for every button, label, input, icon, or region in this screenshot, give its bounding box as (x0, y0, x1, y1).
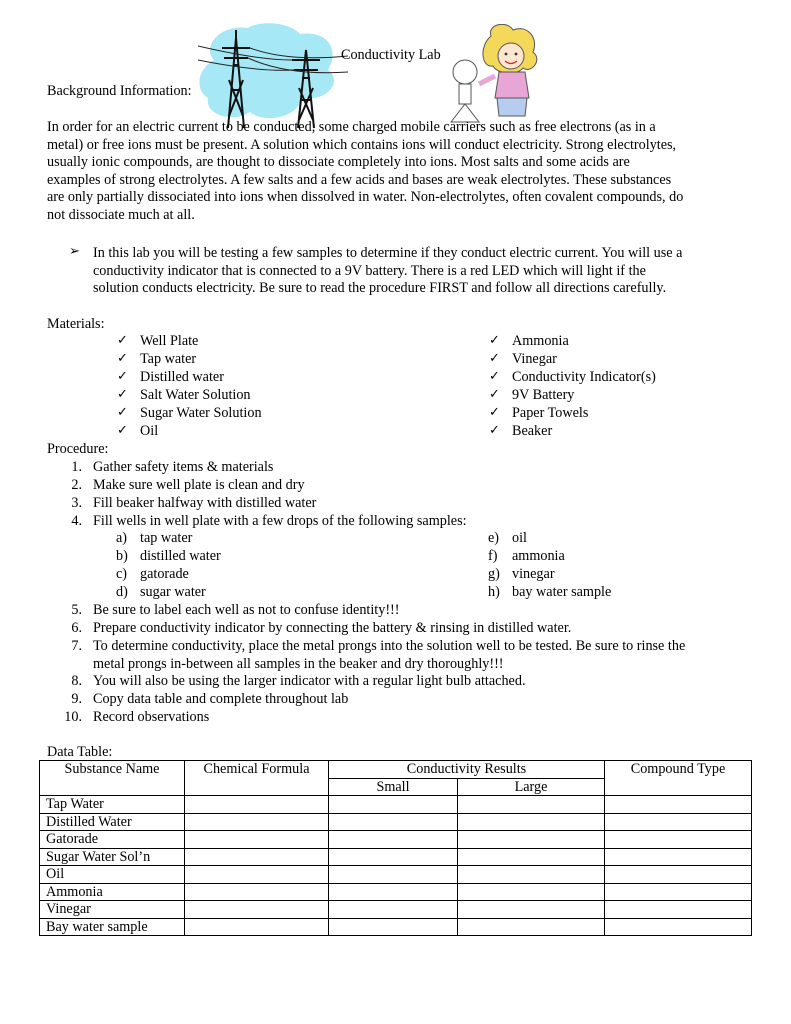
instructions-line: conductivity indicator that is connected to a 9V battery. There is a red LED which will light if the (93, 262, 646, 279)
background-line: metal) or free ions must be present. A solution which contains ions will conduct electricity. Strong electrolytes, (47, 136, 677, 153)
sample-letter: h) (488, 584, 500, 600)
formula-cell[interactable] (185, 831, 329, 849)
formula-cell[interactable] (185, 813, 329, 831)
large-cell[interactable] (458, 883, 605, 901)
instructions-line: In this lab you will be testing a few samples to determine if they conduct electric current. You will use a (93, 245, 683, 261)
sample-letter: a) (116, 530, 128, 546)
small-cell[interactable] (329, 918, 458, 936)
procedure-step: Prepare conductivity indicator by connecting the battery & rinsing in distilled water. (93, 620, 572, 636)
large-cell[interactable] (458, 918, 605, 936)
material-item: Oil (140, 423, 159, 439)
sample-name: bay water sample (512, 584, 612, 600)
table-row (40, 831, 752, 849)
check-icon: ✓ (117, 387, 128, 402)
step-number: 5. (71, 602, 82, 618)
check-icon: ✓ (489, 387, 500, 402)
table-row (40, 883, 752, 901)
substance-cell: Distilled Water (40, 813, 185, 831)
check-icon: ✓ (117, 405, 128, 420)
compound-cell[interactable] (605, 848, 752, 866)
arrow-bullet-icon: ➢ (69, 244, 80, 259)
step-number: 6. (71, 620, 82, 636)
step-number: 4. (71, 513, 82, 529)
background-line: In order for an electric current to be conducted, some charged mobile carriers such as free electrons (as in a (47, 119, 656, 135)
material-item: Salt Water Solution (140, 387, 251, 403)
sample-name: ammonia (512, 548, 565, 564)
compound-cell[interactable] (605, 796, 752, 814)
page-title: Conductivity Lab (341, 47, 441, 63)
background-paragraph (47, 119, 752, 225)
compound-cell[interactable] (605, 813, 752, 831)
procedure-step: Fill wells in well plate with a few drops of the following samples: (93, 513, 467, 529)
small-cell[interactable] (329, 883, 458, 901)
step-number: 3. (71, 495, 82, 511)
procedure-step: Copy data table and complete throughout lab (93, 691, 349, 707)
material-item: Tap water (140, 351, 197, 367)
col-header-compound: Compound Type (605, 761, 752, 796)
table-row (40, 796, 752, 814)
formula-cell[interactable] (185, 848, 329, 866)
check-icon: ✓ (117, 351, 128, 366)
compound-cell[interactable] (605, 883, 752, 901)
procedure-step: Be sure to label each well as not to confuse identity!!! (93, 602, 400, 618)
background-line: not dissociate much at all. (47, 206, 195, 223)
substance-cell: Bay water sample (40, 918, 185, 936)
check-icon: ✓ (489, 423, 500, 438)
check-icon: ✓ (489, 351, 500, 366)
small-cell[interactable] (329, 831, 458, 849)
power-tower-clipart (198, 20, 348, 130)
material-item: Well Plate (140, 333, 199, 349)
background-line: are only partially dissociated into ions when dissolved in water. Non-electrolytes, often covalent compounds, do (47, 189, 684, 206)
check-icon: ✓ (117, 423, 128, 438)
large-cell[interactable] (458, 831, 605, 849)
material-item: 9V Battery (512, 387, 575, 403)
small-cell[interactable] (329, 901, 458, 919)
step-number: 7. (71, 638, 82, 654)
instructions-line: solution conducts electricity. Be sure to read the procedure FIRST and follow all directions carefully. (93, 280, 667, 297)
substance-cell: Vinegar (40, 901, 185, 919)
sample-letter: c) (116, 566, 128, 582)
check-icon: ✓ (489, 369, 500, 384)
substance-cell: Oil (40, 866, 185, 884)
sample-letter: f) (488, 548, 498, 564)
material-item: Paper Towels (512, 405, 589, 421)
step-number: 1. (71, 459, 82, 475)
large-cell[interactable] (458, 796, 605, 814)
small-cell[interactable] (329, 796, 458, 814)
table-row (40, 901, 752, 919)
step-number: 9. (71, 691, 82, 707)
large-cell[interactable] (458, 866, 605, 884)
instructions-paragraph (93, 245, 743, 298)
material-item: Sugar Water Solution (140, 405, 262, 421)
substance-cell: Tap Water (40, 796, 185, 814)
sample-name: oil (512, 530, 527, 546)
compound-cell[interactable] (605, 918, 752, 936)
check-icon: ✓ (117, 369, 128, 384)
small-cell[interactable] (329, 866, 458, 884)
check-icon: ✓ (117, 333, 128, 348)
step-number: 2. (71, 477, 82, 493)
material-item: Conductivity Indicator(s) (512, 369, 656, 385)
procedure-step: Fill beaker halfway with distilled water (93, 495, 317, 511)
sample-letter: b) (116, 548, 128, 564)
compound-cell[interactable] (605, 901, 752, 919)
procedure-heading: Procedure: (47, 441, 109, 457)
check-icon: ✓ (489, 333, 500, 348)
background-line: examples of strong electrolytes. A few salts and a few acids and bases are weak electrolytes. These substances (47, 171, 672, 188)
large-cell[interactable] (458, 813, 605, 831)
col-header-large: Large (458, 778, 605, 796)
procedure-step: Record observations (93, 709, 210, 725)
substance-cell: Ammonia (40, 883, 185, 901)
compound-cell[interactable] (605, 831, 752, 849)
sample-name: sugar water (140, 584, 206, 600)
col-header-conductivity: Conductivity Results (329, 761, 605, 779)
materials-heading: Materials: (47, 316, 105, 332)
material-item: Beaker (512, 423, 553, 439)
procedure-step: Make sure well plate is clean and dry (93, 477, 305, 493)
sample-name: distilled water (140, 548, 221, 564)
substance-cell: Gatorade (40, 831, 185, 849)
background-line: usually ionic compounds, are thought to dissociate completely into ions. Most salts and some acids are (47, 154, 630, 171)
procedure-step: You will also be using the larger indicator with a regular light bulb attached. (93, 673, 526, 689)
col-header-substance: Substance Name (40, 761, 185, 796)
formula-cell[interactable] (185, 866, 329, 884)
material-item: Distilled water (140, 369, 224, 385)
procedure-step: To determine conductivity, place the metal prongs into the solution well to be tested. Be sure to rinse the (93, 638, 686, 654)
background-heading: Background Information: (47, 83, 192, 99)
sample-name: gatorade (140, 566, 189, 582)
large-cell[interactable] (458, 901, 605, 919)
table-row (40, 813, 752, 831)
step-number: 8. (71, 673, 82, 689)
check-icon: ✓ (489, 405, 500, 420)
formula-cell[interactable] (185, 918, 329, 936)
formula-cell[interactable] (185, 796, 329, 814)
large-cell[interactable] (458, 848, 605, 866)
col-header-small: Small (329, 778, 458, 796)
compound-cell[interactable] (605, 866, 752, 884)
table-header-row (40, 761, 752, 779)
material-item: Ammonia (512, 333, 569, 349)
procedure-step: metal prongs in-between all samples in the beaker and dry thoroughly!!! (93, 656, 504, 672)
sample-name: vinegar (512, 566, 555, 582)
sample-letter: d) (116, 584, 128, 600)
data-table (39, 760, 752, 936)
table-row (40, 918, 752, 936)
data-table-heading: Data Table: (47, 744, 113, 760)
step-number: 10. (64, 709, 82, 725)
substance-cell: Sugar Water Sol’n (40, 848, 185, 866)
table-row (40, 848, 752, 866)
procedure-step: Gather safety items & materials (93, 459, 274, 475)
sample-letter: g) (488, 566, 500, 582)
formula-cell[interactable] (185, 901, 329, 919)
material-item: Vinegar (512, 351, 557, 367)
table-row (40, 866, 752, 884)
girl-lightbulb-clipart (447, 24, 547, 124)
col-header-formula: Chemical Formula (185, 761, 329, 796)
small-cell[interactable] (329, 848, 458, 866)
sample-letter: e) (488, 530, 500, 546)
sample-name: tap water (140, 530, 193, 546)
formula-cell[interactable] (185, 883, 329, 901)
small-cell[interactable] (329, 813, 458, 831)
